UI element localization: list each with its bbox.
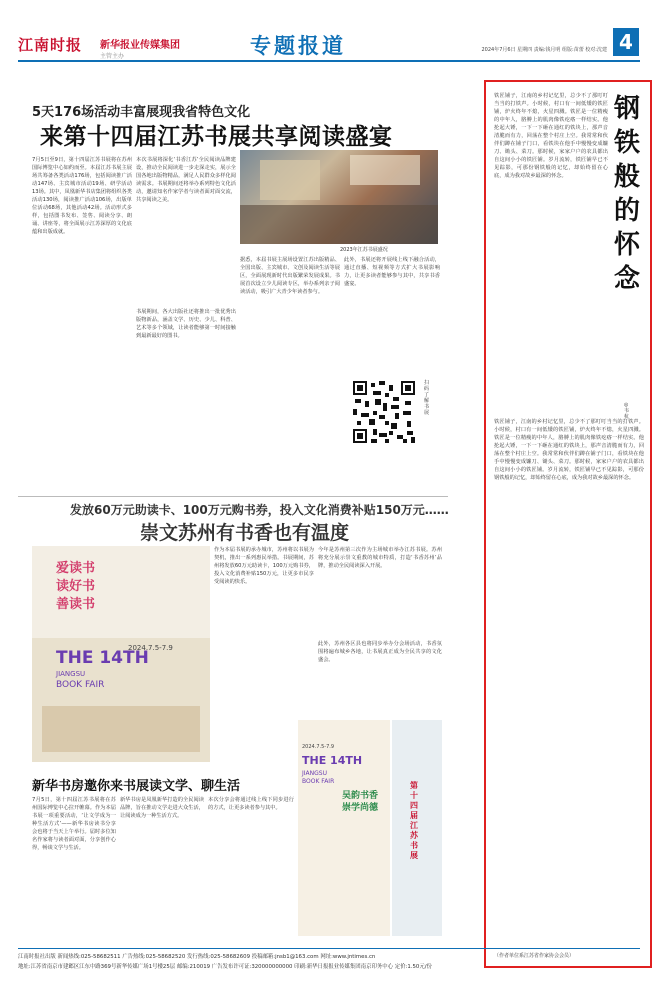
essay-sidebar bbox=[484, 80, 652, 968]
qr-code-graphic bbox=[351, 379, 417, 445]
story1-column-1: 7月5日至9日，第十四届江苏书展将在苏州国际博览中心如约而至。本届江苏书展主展场共筹备各类活动176场，包括阅读推广活动147场、主宾城市活动19场、研学活动13场。其中，凤凰新华书店集团将组织各类活动130场，阅读推广活动106场，出版单位活动68场，其他活动42场。活动形式多样，包括图书发布、签售、阅读分享、朗诵、讲座等，将全面展示江苏深厚的文化底蕴和出版成就。 bbox=[32, 157, 132, 235]
qr-code[interactable] bbox=[348, 376, 420, 448]
poster1-en: THE 14TH bbox=[56, 648, 149, 668]
story2-column-1: 作为本届书展的承办城市，苏州将以书展为契机，推出一系列惠民举措。书展期间，苏州将发放60万元助读卡，100万元购书券，投入文化消费补贴150万元，让更多市民享受阅读的快乐。 bbox=[214, 547, 314, 585]
story3-headline: 新华书房邀你来书展读文学、聊生活 bbox=[32, 779, 241, 794]
story2-column-2: 今年是苏州第三次作为主场城市举办江苏书展。苏州将充分展示崇文重教的城市特质，打造‘书香苏州’品牌，推动全民阅读深入开展。 bbox=[318, 547, 442, 569]
poster-fourteenth bbox=[392, 720, 442, 936]
story1-column-3: 据悉，本届书展主展场设置江苏出版精品、全国出版、主宾城市、文创及阅读生活等展区，全面展现新时代出版繁荣发展成果。书展首次设立少儿阅读专区，举办系列亲子阅读活动，吸引广大青少年读者参与。 bbox=[240, 257, 340, 295]
footer-line-1: 江南时报社出版 新闻热线:025-58682511 广告热线:025-58682520 发行热线:025-58682609 投稿邮箱:jnsb1@163.com 网址:www.jntimes.cn bbox=[18, 954, 376, 960]
dateline: 2024年7月6日 星期四 责编:钱月明 组版:苗蕾 校对:沈建 bbox=[481, 47, 607, 53]
footer bbox=[18, 948, 640, 972]
header-rule bbox=[18, 60, 640, 62]
poster1-jiangsu: JIANGSU bbox=[56, 670, 86, 678]
story1-deck: 5天176场活动丰富展现我省特色文化 bbox=[32, 105, 251, 120]
partner-sub: 主管主办 bbox=[100, 53, 125, 60]
poster1-bookfair: BOOK FAIR bbox=[56, 680, 105, 690]
story2-headline: 崇文苏州有书香也有温度 bbox=[140, 522, 350, 544]
partner-logo bbox=[100, 36, 180, 60]
story3-column-3: 本次分享会将通过线上线下同步进行的方式，让更多读者参与其中。 bbox=[208, 797, 294, 811]
poster1-slogan: 爱读书 读好书 善读书 bbox=[56, 561, 96, 612]
poster2-date: 2024.7.5-7.9 bbox=[302, 744, 335, 750]
essay-body-main: 铁匠铺子，江南的乡村记忆里，总少不了那叮叮当当的打铁声。小时候，村口有一间低矮的铁匠铺，炉火终年不熄，火星四溅。铁匠是一位精瘦的中年人，胳膊上的肌肉像铁疙瘩一样结实。他抡起大锤，一下一下砸在通红的铁块上，那声音清脆而有力，回荡在整个村庄上空。我常常和伙伴们蹲在铺子门口，看铁块在他手中慢慢变成镰刀、锄头、菜刀。那时候，家家户户的农具都出自这间小小的铁匠铺。岁月流转，铁匠铺早已不见踪影，可那份钢铁般的记忆，却始终留在心底，成为我对故乡最深的怀念。 bbox=[494, 419, 644, 481]
poster2-slogan: 吴韵书香 崇学尚德 bbox=[342, 791, 379, 813]
essay-note: （作者单位系江苏省作家协会会员） bbox=[494, 953, 575, 959]
photo-shelf bbox=[260, 160, 320, 200]
poster2-bookfair: BOOK FAIR bbox=[302, 778, 335, 785]
qr-label: 扫码了解书展 bbox=[424, 380, 430, 416]
newspaper-logo: 江南时报 bbox=[18, 36, 83, 54]
story1-headline: 来第十四届江苏书展共享阅读盛宴 bbox=[40, 124, 393, 150]
poster2-en: THE 14TH bbox=[302, 754, 363, 767]
essay-body-top: 铁匠铺子，江南的乡村记忆里，总少不了那叮叮当当的打铁声。小时候，村口有一间低矮的铁匠铺，炉火终年不熄，火星四溅。铁匠是一位精瘦的中年人，胳膊上的肌肉像铁疙瘩一样结实。他抡起大锤，一下一下砸在通红的铁块上，那声音清脆而有力，回荡在整个村庄上空。我常常和伙伴们蹲在铺子门口，看铁块在他手中慢慢变成镰刀、锄头、菜刀。那时候，家家户户的农具都出自这间小小的铁匠铺。岁月流转，铁匠铺早已不见踪影，可那份钢铁般的记忆，却始终留在心底，成为我对故乡最深的怀念。 bbox=[494, 93, 608, 179]
story2-deck: 发放60万元助读卡、100万元购书券，投入文化消费补贴150万元…… bbox=[70, 503, 449, 517]
story1-column-4: 书展期间，各大出版社还将推出一批优秀出版物新品，涵盖文学、历史、少儿、科普、艺术等多个领域，让读者能够第一时间接触到最新最好的图书。 bbox=[136, 309, 236, 339]
poster1-art bbox=[42, 706, 200, 752]
poster1-date: 2024.7.5-7.9 bbox=[128, 644, 173, 652]
photo-banner bbox=[350, 155, 420, 185]
masthead bbox=[0, 0, 657, 64]
story3-column-2: 新华书房是凤凰新华打造的全民阅读品牌，旨在推动文学走进大众生活，让阅读成为一种生活方式。 bbox=[120, 797, 204, 819]
footer-line-2: 地址:江苏省南京市建邺区江东中路369号新华传媒广场1号楼25层 邮编:210019 广告发布许可证:320000000000 印刷:新华日报报业传媒集团南京印务中心 定价:1.50元/份 bbox=[18, 964, 432, 970]
page-number: 4 bbox=[613, 28, 639, 56]
book-fair-photo bbox=[240, 150, 438, 244]
photo-crowd bbox=[240, 205, 438, 244]
section-title: 专题报道 bbox=[250, 34, 346, 58]
story-divider bbox=[18, 496, 448, 497]
poster-wuyun bbox=[298, 720, 390, 936]
poster-readbooks bbox=[32, 546, 210, 762]
story2-column-3: 此外，苏州各区县也将同步举办分会场活动，书香氛围将遍布城乡各地，让书展真正成为全民共享的文化盛会。 bbox=[318, 641, 442, 663]
poster2-jiangsu: JIANGSU bbox=[302, 770, 327, 777]
story1-column-2: 本次书展将深化‘书香江苏’全民阅读品牌建设，推动全民阅读进一步走深走实，展示全国各地出版物精品，满足人民群众多样化阅读需求。书展期间还将举办系列特色文化活动，邀请知名作家学者与读者面对面交流，共享阅读之美。 bbox=[136, 157, 236, 203]
poster3-title: 第十四届江苏书展 bbox=[410, 780, 418, 860]
story3-column-1: 7月5日，第十四届江苏书展将在苏州国际博览中心拉开帷幕。作为本届书展一项重要活动，‘让文学成为一种生活方式’——新华书房读书分享会也将于当天上午举行。届时多位知名作家将与读者面对面，分享创作心得，畅谈文学与生活。 bbox=[32, 797, 116, 851]
photo-caption: 2023年江苏书展盛况 bbox=[340, 247, 388, 253]
essay-author: ◎ 韦杭 bbox=[624, 402, 630, 420]
partner-name: 新华报业传媒集团 bbox=[100, 40, 180, 51]
story1-column-5: 此外，书展还将开展线上线下融合活动，通过直播、短视频等方式扩大书展影响力，让更多读者能够参与其中，共享书香盛宴。 bbox=[344, 257, 440, 287]
essay-title: 钢铁般的怀念 bbox=[614, 94, 641, 294]
